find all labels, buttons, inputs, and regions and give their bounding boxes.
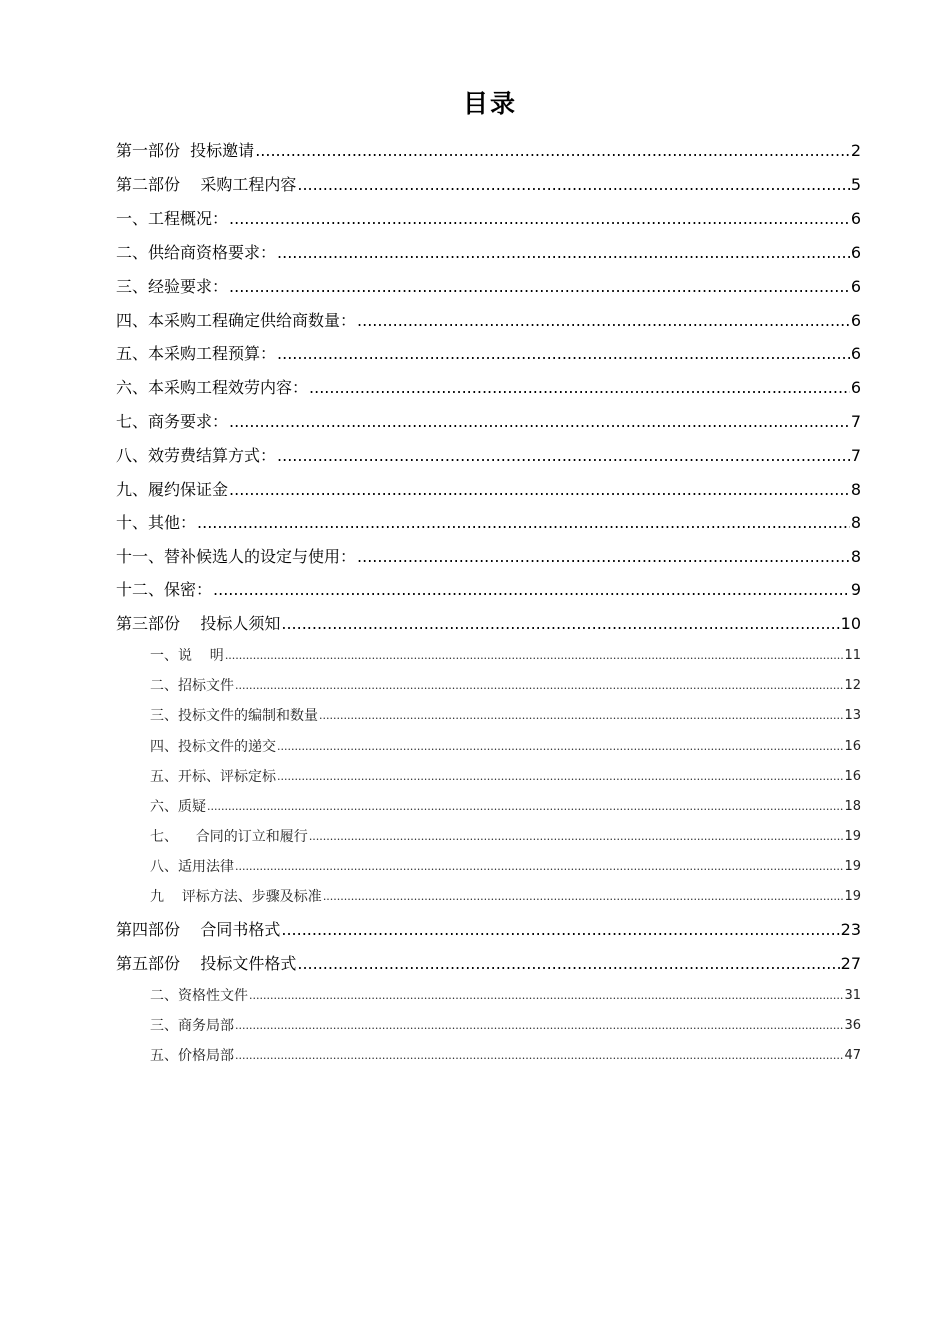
toc-entry[interactable] bbox=[116, 479, 861, 501]
toc-entry[interactable] bbox=[116, 546, 861, 568]
toc-entry-label: 五、开标、评标定标 bbox=[150, 769, 276, 785]
toc-entry[interactable] bbox=[116, 242, 861, 264]
toc-leader-dots bbox=[207, 798, 843, 816]
toc-entry-page: 8 bbox=[850, 513, 861, 532]
toc-entry[interactable] bbox=[150, 677, 861, 695]
toc-entry-page: 8 bbox=[850, 547, 861, 566]
toc-leader-dots bbox=[297, 174, 849, 196]
toc-entry[interactable] bbox=[150, 647, 861, 665]
toc-entry[interactable] bbox=[116, 579, 861, 601]
toc-entry-page: 5 bbox=[850, 175, 861, 194]
toc-entry-page: 31 bbox=[844, 988, 861, 1003]
toc-entry-label: 八、效劳费结算方式： bbox=[116, 446, 277, 465]
toc-entry-page: 6 bbox=[850, 209, 861, 228]
toc-entry-label: 一、说 明 bbox=[150, 648, 224, 664]
toc-entry-page: 23 bbox=[840, 920, 861, 939]
toc-entry[interactable] bbox=[116, 512, 861, 534]
toc-entry-page: 13 bbox=[844, 708, 861, 723]
toc-entry-page: 19 bbox=[844, 829, 861, 844]
toc-entry[interactable] bbox=[116, 276, 861, 298]
toc-leader-dots bbox=[235, 1047, 843, 1065]
toc-title: 目录 bbox=[462, 89, 517, 118]
toc-entry[interactable] bbox=[116, 613, 861, 635]
toc-entry-label: 第三部份 投标人须知 bbox=[116, 614, 281, 633]
toc-entry-page: 2 bbox=[850, 141, 861, 160]
toc-leader-dots bbox=[277, 738, 843, 756]
toc-entry-page: 36 bbox=[844, 1018, 861, 1033]
toc-leader-dots bbox=[197, 512, 850, 534]
toc-entry-label: 二、招标文件 bbox=[150, 678, 234, 694]
toc-leader-dots bbox=[297, 953, 839, 975]
toc-entry-label: 十二、保密： bbox=[116, 580, 213, 599]
toc-entry-label: 七、 合同的订立和履行 bbox=[150, 829, 308, 845]
toc-entry-label: 五、本采购工程预算： bbox=[116, 344, 277, 363]
toc-entry-page: 10 bbox=[840, 614, 861, 633]
toc-entry-page: 9 bbox=[850, 580, 861, 599]
toc-entry[interactable] bbox=[150, 987, 861, 1005]
toc-entry-label: 十、其他： bbox=[116, 513, 197, 532]
toc-entry-label: 二、资格性文件 bbox=[150, 988, 248, 1004]
toc-entry-page: 18 bbox=[844, 799, 861, 814]
toc-leader-dots bbox=[213, 579, 850, 601]
toc-leader-dots bbox=[281, 919, 839, 941]
toc-entry-page: 27 bbox=[840, 954, 861, 973]
toc-entry-label: 六、质疑 bbox=[150, 799, 206, 815]
toc-entry-page: 6 bbox=[850, 277, 861, 296]
toc-leader-dots bbox=[229, 276, 850, 298]
toc-entry[interactable] bbox=[116, 377, 861, 399]
toc-entry-page: 47 bbox=[844, 1048, 861, 1063]
toc-entry-page: 16 bbox=[844, 769, 861, 784]
toc-entry-label: 三、经验要求： bbox=[116, 277, 229, 296]
toc-entry[interactable] bbox=[116, 310, 861, 332]
toc-entry[interactable] bbox=[116, 208, 861, 230]
toc-leader-dots bbox=[319, 707, 843, 725]
toc-entry-page: 8 bbox=[850, 480, 861, 499]
toc-entry-label: 九、履约保证金 bbox=[116, 480, 229, 499]
toc-entry-label: 三、商务局部 bbox=[150, 1018, 234, 1034]
toc-entry[interactable] bbox=[150, 888, 861, 906]
toc-entry[interactable] bbox=[150, 1047, 861, 1065]
toc-entry-page: 16 bbox=[844, 739, 861, 754]
toc-leader-dots bbox=[277, 445, 850, 467]
toc-entry-label: 三、投标文件的编制和数量 bbox=[150, 708, 318, 724]
toc-entry-label: 十一、替补候选人的设定与使用： bbox=[116, 547, 357, 566]
toc-entry[interactable] bbox=[150, 798, 861, 816]
toc-leader-dots bbox=[235, 858, 843, 876]
toc-entry[interactable] bbox=[116, 953, 861, 975]
toc-entry[interactable] bbox=[116, 445, 861, 467]
toc-entry[interactable] bbox=[116, 140, 861, 162]
toc-entry-page: 6 bbox=[850, 311, 861, 330]
toc-entry[interactable] bbox=[116, 919, 861, 941]
toc-entry-page: 19 bbox=[844, 859, 861, 874]
toc-leader-dots bbox=[229, 479, 850, 501]
toc-leader-dots bbox=[255, 140, 850, 162]
toc-entry-label: 八、适用法律 bbox=[150, 859, 234, 875]
toc-leader-dots bbox=[277, 343, 850, 365]
toc-entry[interactable] bbox=[150, 738, 861, 756]
toc-entry-label: 一、工程概况： bbox=[116, 209, 229, 228]
toc-leader-dots bbox=[249, 987, 843, 1005]
toc-entry-page: 6 bbox=[850, 378, 861, 397]
toc-leader-dots bbox=[281, 613, 839, 635]
toc-leader-dots bbox=[229, 411, 850, 433]
toc-entry-page: 19 bbox=[844, 889, 861, 904]
toc-entry[interactable] bbox=[150, 707, 861, 725]
toc-entry-label: 第四部份 合同书格式 bbox=[116, 920, 281, 939]
toc-entry-label: 第一部份 投标邀请 bbox=[116, 141, 255, 160]
toc-entry[interactable] bbox=[150, 768, 861, 786]
toc-leader-dots bbox=[323, 888, 844, 906]
toc-entry[interactable] bbox=[150, 1017, 861, 1035]
toc-entry-page: 6 bbox=[850, 344, 861, 363]
toc-entry[interactable] bbox=[150, 828, 861, 846]
toc-entry-label: 二、供给商资格要求： bbox=[116, 243, 277, 262]
toc-entry-page: 11 bbox=[844, 648, 861, 663]
toc-leader-dots bbox=[357, 546, 850, 568]
toc-leader-dots bbox=[277, 768, 843, 786]
toc-entry-label: 五、价格局部 bbox=[150, 1048, 234, 1064]
toc-entry-label: 四、本采购工程确定供给商数量： bbox=[116, 311, 357, 330]
toc-leader-dots bbox=[309, 828, 844, 846]
toc-entry-page: 7 bbox=[850, 412, 861, 431]
toc-entry-page: 6 bbox=[850, 243, 861, 262]
toc-entry-label: 九 评标方法、步骤及标准 bbox=[150, 889, 322, 905]
toc-leader-dots bbox=[229, 208, 850, 230]
toc-leader-dots bbox=[309, 377, 850, 399]
toc-entry-label: 六、本采购工程效劳内容： bbox=[116, 378, 309, 397]
toc-entry-label: 第五部份 投标文件格式 bbox=[116, 954, 297, 973]
toc-entry[interactable] bbox=[116, 343, 861, 365]
toc-leader-dots bbox=[225, 647, 844, 665]
toc-entry-label: 第二部份 采购工程内容 bbox=[116, 175, 297, 194]
toc-entry-label: 七、商务要求： bbox=[116, 412, 229, 431]
toc-entry-label: 四、投标文件的递交 bbox=[150, 739, 276, 755]
toc-entry-page: 7 bbox=[850, 446, 861, 465]
toc-entry-page: 12 bbox=[844, 678, 861, 693]
toc-leader-dots bbox=[235, 677, 843, 695]
toc-leader-dots bbox=[235, 1017, 843, 1035]
toc-leader-dots bbox=[277, 242, 850, 264]
toc-entry[interactable] bbox=[150, 858, 861, 876]
toc-leader-dots bbox=[357, 310, 850, 332]
toc-entry[interactable] bbox=[116, 174, 861, 196]
toc-entry[interactable] bbox=[116, 411, 861, 433]
